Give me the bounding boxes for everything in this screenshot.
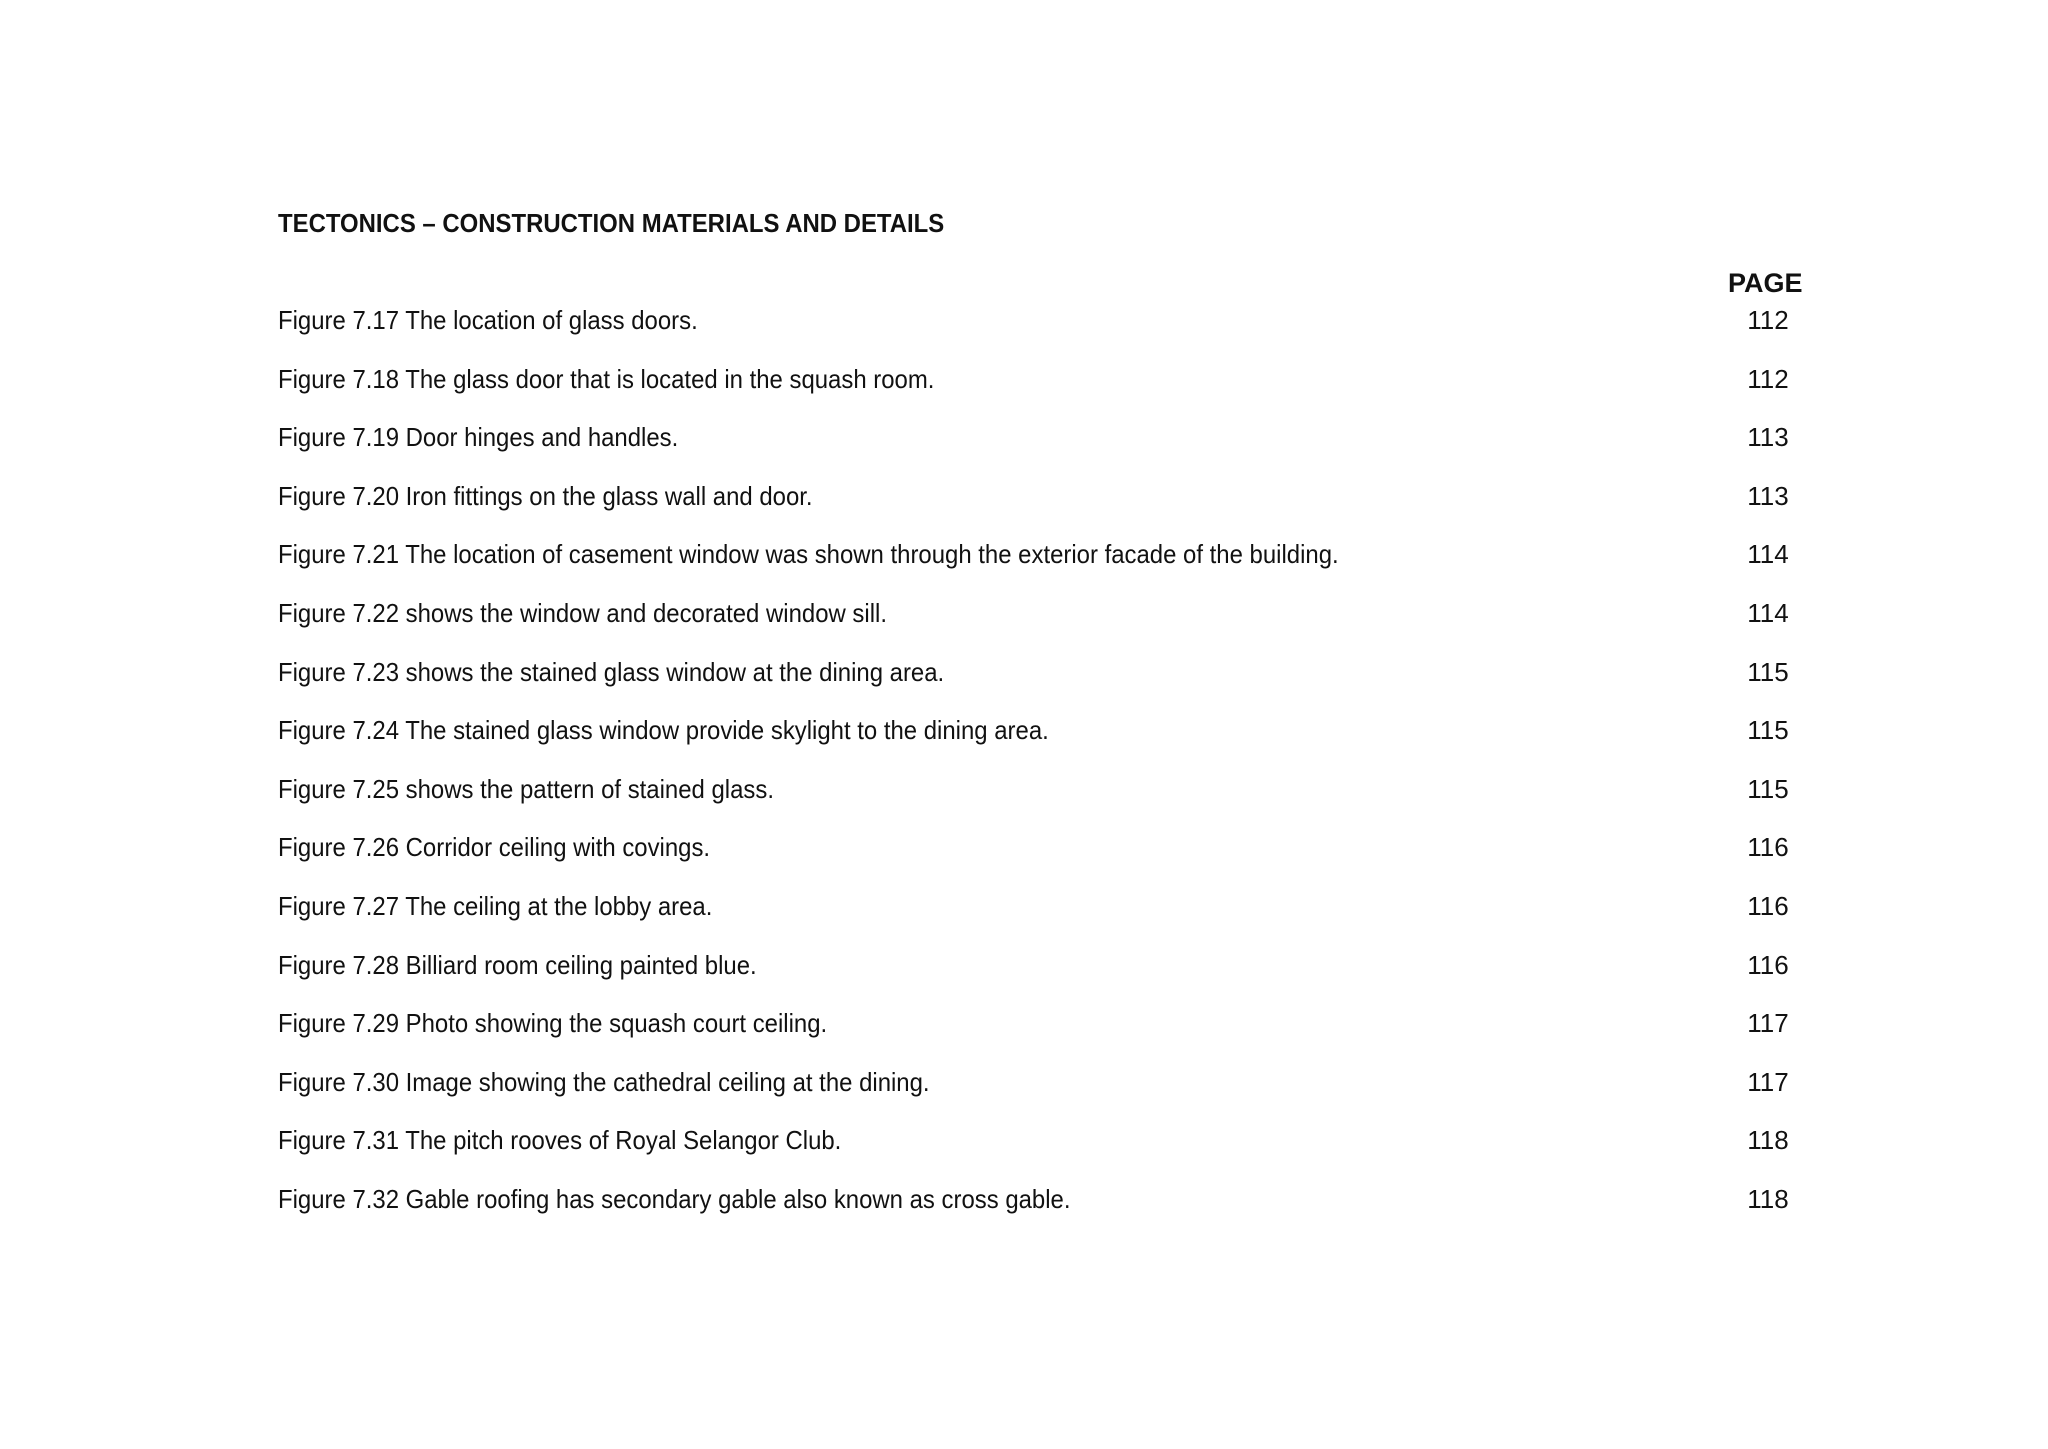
page-number: 115: [1747, 715, 1789, 746]
list-item: [278, 653, 1798, 712]
list-item: [278, 418, 1798, 477]
figure-caption: Figure 7.19 Door hinges and handles.: [278, 422, 679, 453]
list-item: [278, 946, 1798, 1005]
page-number: 118: [1747, 1125, 1789, 1156]
page-number: 116: [1747, 890, 1789, 921]
page-number: 115: [1747, 773, 1789, 804]
figure-caption: Figure 7.20 Iron fittings on the glass wall and door.: [278, 480, 813, 511]
section-title: TECTONICS – CONSTRUCTION MATERIALS AND DETAILS: [278, 208, 945, 238]
page-number: 114: [1747, 539, 1789, 570]
figure-caption: Figure 7.18 The glass door that is located in the squash room.: [278, 363, 935, 394]
list-item: [278, 360, 1798, 419]
list-item: [278, 1004, 1798, 1063]
figure-caption: Figure 7.30 Image showing the cathedral ceiling at the dining.: [278, 1066, 930, 1097]
page-number: 114: [1747, 597, 1789, 628]
page-number: 117: [1747, 1066, 1789, 1097]
figure-caption: Figure 7.27 The ceiling at the lobby area.: [278, 890, 713, 921]
page-number: 113: [1747, 422, 1789, 453]
list-item: [278, 301, 1798, 360]
page-number: 116: [1747, 949, 1789, 980]
figure-caption: Figure 7.23 shows the stained glass window at the dining area.: [278, 656, 945, 687]
list-item: [278, 1180, 1798, 1239]
figure-caption: Figure 7.29 Photo showing the squash court ceiling.: [278, 1008, 828, 1039]
figure-caption: Figure 7.25 shows the pattern of stained glass.: [278, 773, 774, 804]
list-item: [278, 1063, 1798, 1122]
list-of-figures: [278, 301, 1798, 1239]
figure-caption: Figure 7.24 The stained glass window provide skylight to the dining area.: [278, 715, 1049, 746]
page-number: 113: [1747, 480, 1789, 511]
page-number: 115: [1747, 656, 1789, 687]
figure-caption: Figure 7.28 Billiard room ceiling painted blue.: [278, 949, 757, 980]
figure-caption: Figure 7.22 shows the window and decorated window sill.: [278, 597, 887, 628]
page-column-header: PAGE: [1728, 268, 1803, 298]
list-item: [278, 828, 1798, 887]
list-item: [278, 1121, 1798, 1180]
page-number: 118: [1747, 1183, 1789, 1214]
figure-caption: Figure 7.26 Corridor ceiling with covings.: [278, 832, 711, 863]
list-item: [278, 535, 1798, 594]
page-number: 117: [1747, 1008, 1789, 1039]
page-number: 112: [1747, 305, 1789, 335]
figure-caption: Figure 7.21 The location of casement window was shown through the exterior facade of the building.: [278, 539, 1339, 570]
list-item: [278, 594, 1798, 653]
list-item: [278, 887, 1798, 946]
list-item: [278, 770, 1798, 829]
figure-caption: Figure 7.32 Gable roofing has secondary gable also known as cross gable.: [278, 1183, 1071, 1214]
list-item: [278, 477, 1798, 536]
page-number: 116: [1747, 832, 1789, 863]
figure-caption: Figure 7.17 The location of glass doors.: [278, 305, 698, 335]
figure-caption: Figure 7.31 The pitch rooves of Royal Selangor Club.: [278, 1125, 842, 1156]
list-item: [278, 711, 1798, 770]
page-number: 112: [1747, 363, 1789, 394]
